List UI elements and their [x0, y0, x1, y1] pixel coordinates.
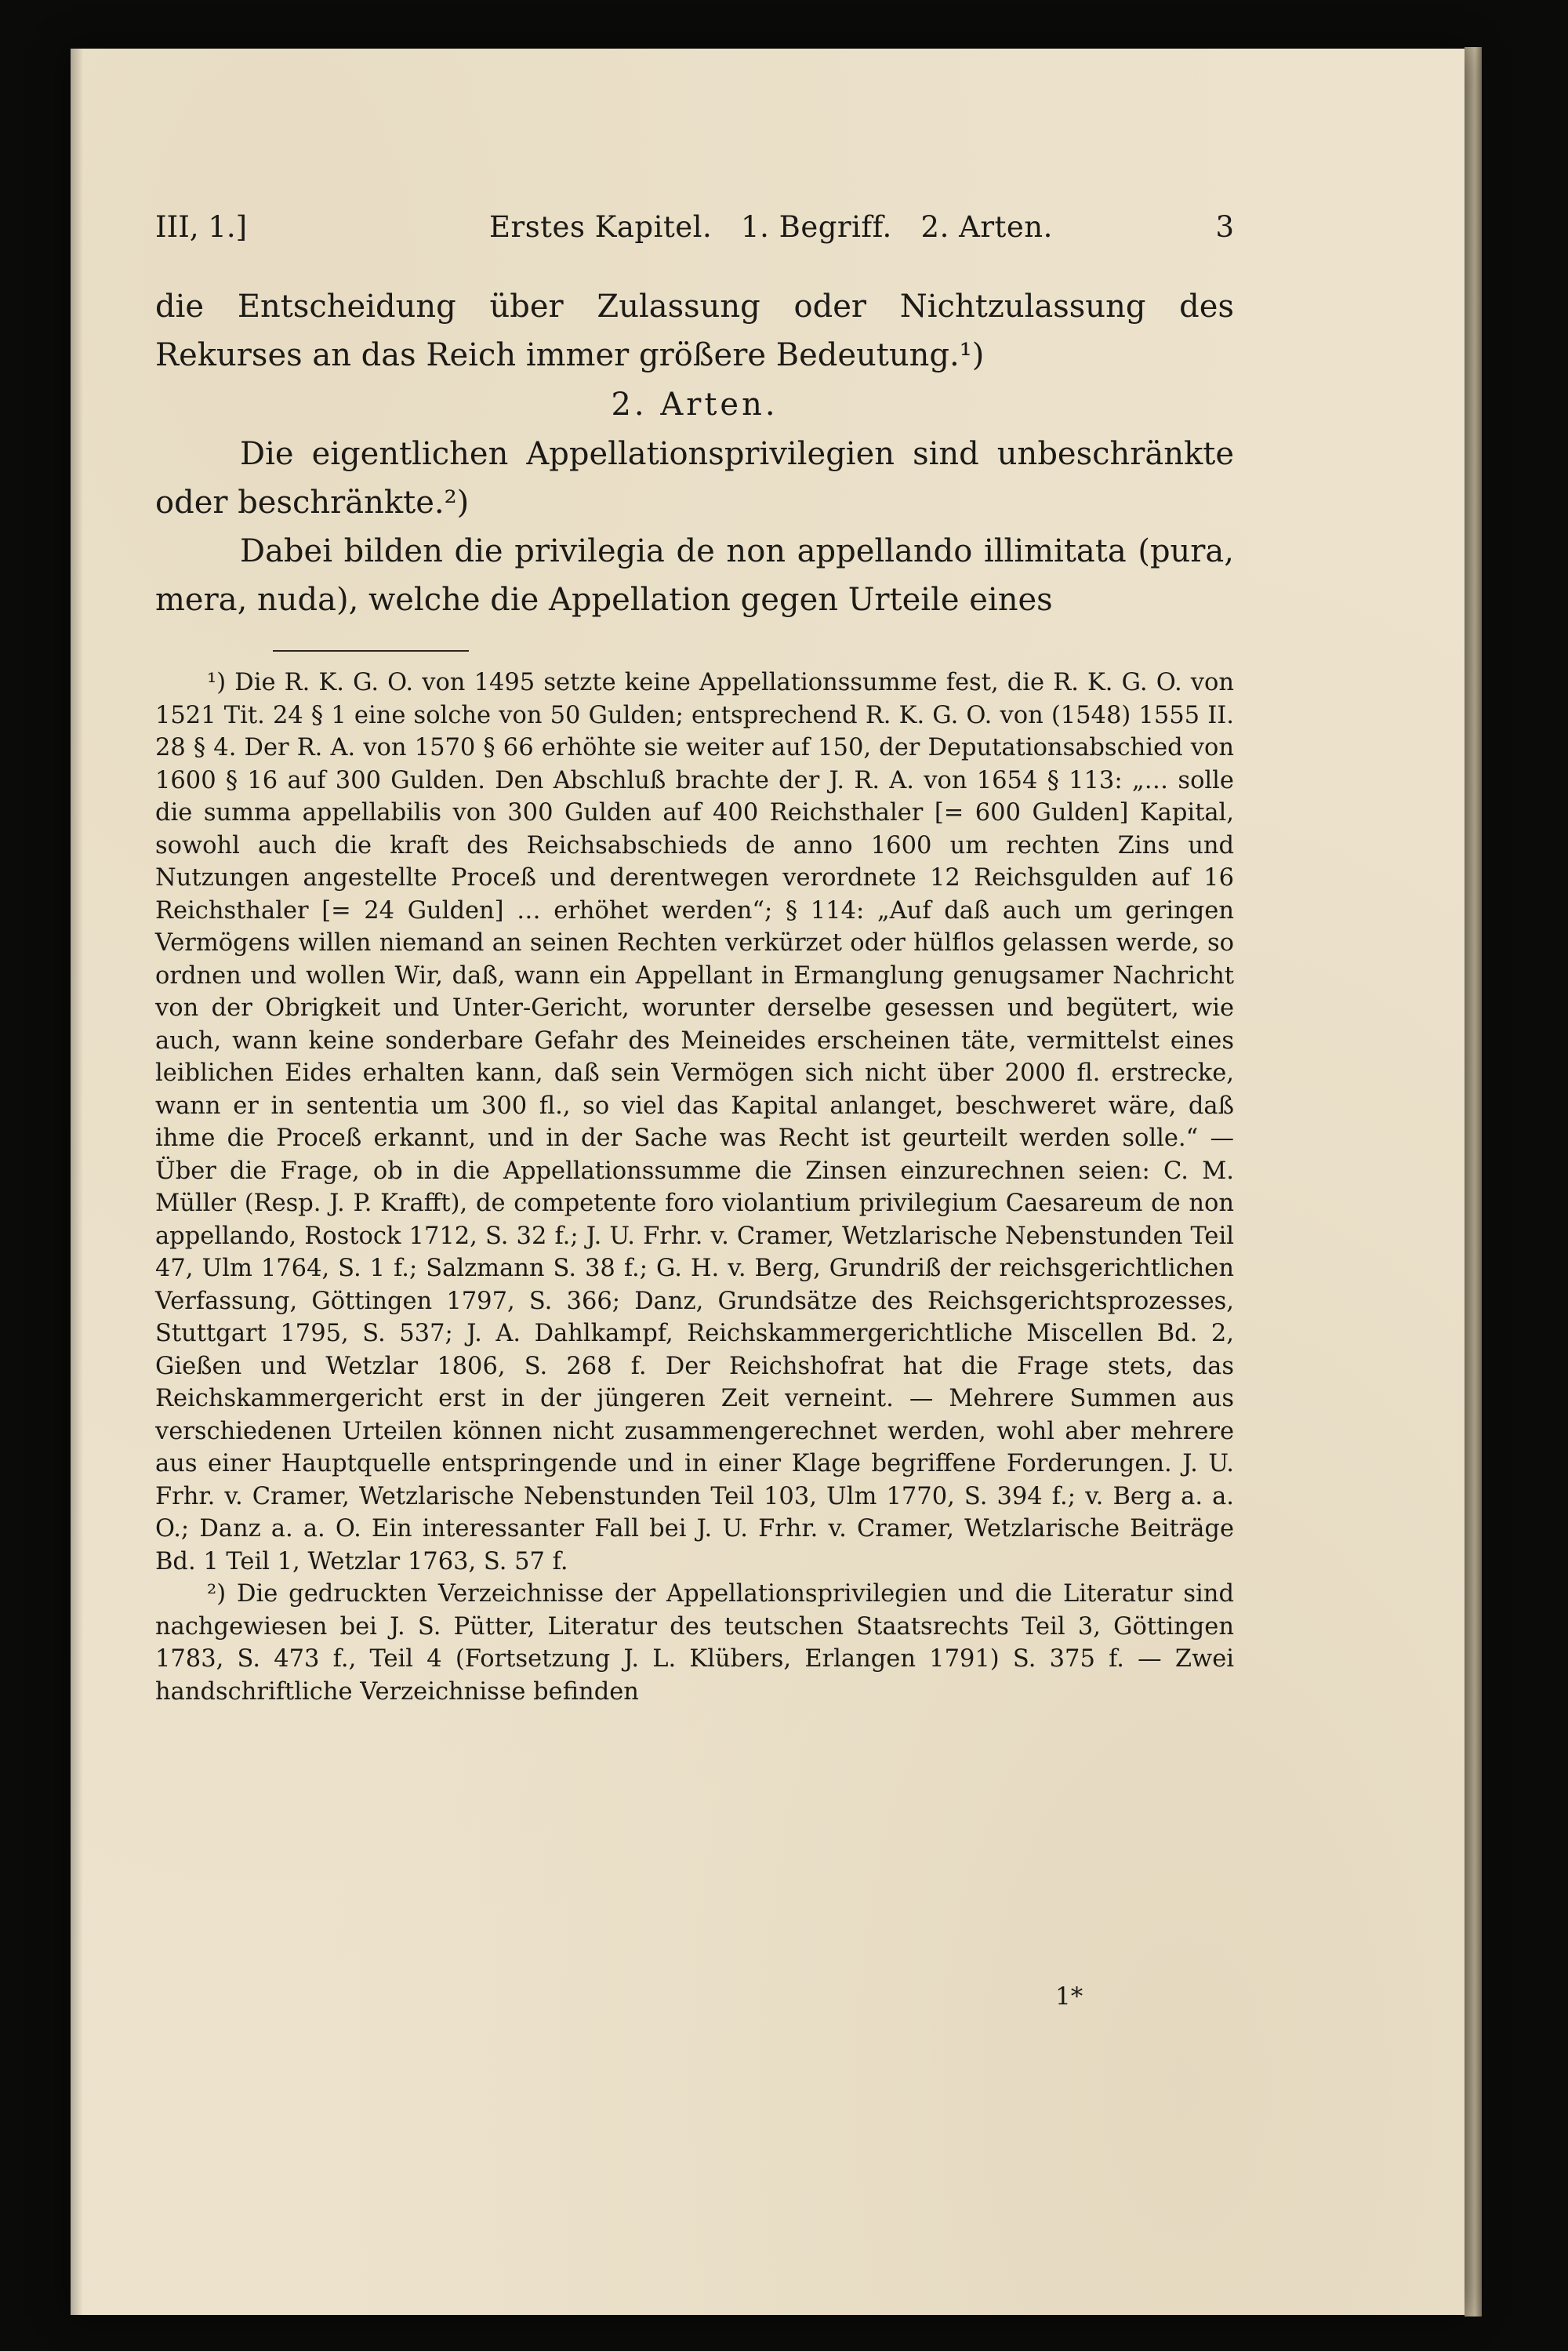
footnotes — [155, 667, 1234, 1708]
running-head-title: Erstes Kapitel. 1. Begriff. 2. Arten. — [489, 210, 1053, 244]
footnote-2 — [155, 1578, 1234, 1708]
footnote-1-text: Die R. K. G. O. von 1495 setzte keine Appellationssumme fest, die R. K. G. O. von 1521 Tit. 24 § 1 eine solche von 50 Gulden; entsprechend R. K. G. O. von (1548) 1555 II. 28 § 4. Der R. A. von 1570 § 66 erhöhte sie weiter auf 150, der Deputationsabschied von 1600 § 16 auf 300 Gulden. Den Abschluß brachte der J. R. A. von 1654 § 113: „… solle die summa appellabilis von 300 Gulden auf 400 Reichsthaler [= 600 Gulden] Kapital, sowohl auch die kraft des Reichsabschieds de anno 1600 um rechten Zins und Nutzungen angestellte Proceß und derentwegen verordnete 12 Reichsgulden auf 16 Reichsthaler [= 24 Gulden] … erhöhet werden“; § 114: „Auf daß auch um geringen Vermögens willen niemand an seinen Rechten verkürzet oder hülflos gelassen werde, so ordnen und wollen Wir, daß, wann ein Appellant in Ermanglung genugsamer Nachricht von der Obrigkeit und Unter-Gericht, worunter derselbe gesessen und begütert, wie auch, wann keine sonderbare Gefahr des Meineides erscheinen täte, vermittelst eines leiblichen Eides erhalten kann, daß sein Vermögen sich nicht über 2000 fl. erstrecke, wann er in sententia um 300 fl., so viel das Kapital anlanget, beschweret wäre, daß ihme die Proceß erkannt, und in der Sache was Recht ist geurteilt werden solle.“ — Über die Frage, ob in die Appellationssumme die Zinsen einzurechnen seien: C. M. Müller (Resp. J. P. Krafft), de competente foro violantium privilegium Caesareum de non appellando, Rostock 1712, S. 32 f.; J. U. Frhr. v. Cramer, Wetzlarische Nebenstunden Teil 47, Ulm 1764, S. 1 f.; Salzmann S. 38 f.; G. H. v. Berg, Grundriß der reichsgerichtlichen Verfassung, Göttingen 1797, S. 366; Danz, Grundsätze des Reichsgerichtsprozesses, Stuttgart 1795, S. 537; J. A. Dahlkampf, Reichskammergerichtliche Miscellen Bd. 2, Gießen und Wetzlar 1806, S. 268 f. Der Reichshofrat hat die Frage stets, das Reichskammergericht erst in der jüngeren Zeit verneint. — Mehrere Summen aus verschiedenen Urteilen können nicht zusammengerechnet werden, wohl aber mehrere aus einer Hauptquelle entspringende und in einer Klage begriffene Forderungen. J. U. Frhr. v. Cramer, Wetzlarische Nebenstunden Teil 103, Ulm 1770, S. 394 f.; v. Berg a. a. O.; Danz a. a. O. Ein interessanter Fall bei J. U. Frhr. v. Cramer, Wetzlarische Beiträge Bd. 1 Teil 1, Wetzlar 1763, S. 57 f. — [155, 669, 1235, 1575]
main-text — [155, 282, 1234, 624]
paragraph-privilegia: Dabei bilden die privilegia de non appellando illimitata (pura, mera, nuda), welche die Appellation gegen Urteile eines — [155, 533, 1234, 618]
running-head-chapter-ref: III, 1.] — [155, 210, 248, 244]
footnote-1 — [155, 667, 1234, 1578]
paragraph-continuation: die Entscheidung über Zulassung oder Nichtzulassung des Rekurses an das Reich immer größere Bedeutung.¹) — [155, 289, 1234, 373]
footnote-2-marker: ²) — [207, 1580, 227, 1608]
footnote-1-marker: ¹) — [207, 669, 227, 696]
page-gutter-shadow — [71, 49, 83, 2315]
paragraph-types: Die eigentlichen Appellationsprivilegien sind unbeschränkte oder beschränkte.²) — [155, 436, 1234, 521]
page-number: 3 — [1215, 210, 1234, 244]
section-heading: 2. Arten. — [611, 387, 779, 423]
footnote-rule — [273, 650, 469, 652]
footnote-2-text: Die gedruckten Verzeichnisse der Appellationsprivilegien und die Literatur sind nachgewiesen bei J. S. Pütter, Literatur des teutschen Staatsrechts Teil 3, Göttingen 1783, S. 473 f., Teil 4 (Fortsetzung J. L. Klübers, Erlangen 1791) S. 375 f. — Zwei handschriftliche Verzeichnisse befinden — [155, 1580, 1234, 1706]
running-head — [155, 210, 1234, 257]
signature-mark: 1* — [1055, 1982, 1083, 2011]
page-edge — [1465, 47, 1482, 2316]
